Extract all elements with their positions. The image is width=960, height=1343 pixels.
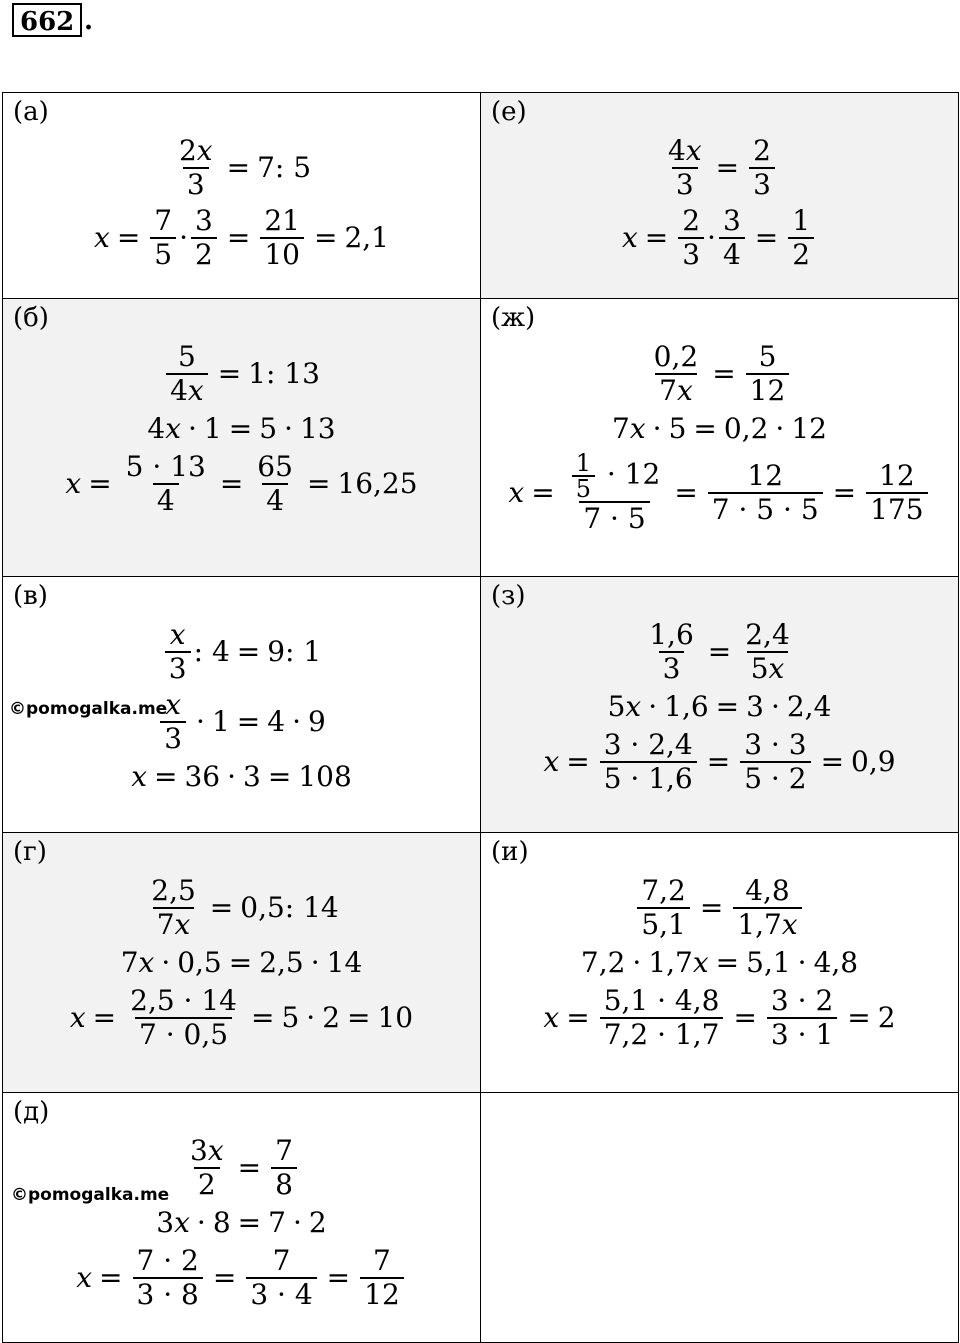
equation-line: $\frac{2,5}{7x}$ = 0,5: 14 (151, 874, 339, 941)
equation-line: x = $\frac{5 \cdot 13}{4}$ = $\frac{65}{4}$ = 16,25 (65, 450, 418, 517)
cell-label: (а) (13, 97, 49, 127)
cell-label: (в) (13, 581, 48, 611)
equation-line: $\frac{0,2}{7x}$ = $\frac{5}{12}$ (647, 341, 793, 407)
cell-e (481, 93, 959, 299)
equation-line: x = $\frac{5,1 \cdot 4,8}{7,2 \cdot 1,7}$ = $\frac{3 \cdot 2}{3 \cdot 1}$ = 2 (543, 984, 896, 1051)
equation-line: $\frac{3x}{2}$ = $\frac{7}{8}$ (183, 1135, 300, 1201)
cell-i (481, 833, 959, 1093)
equation-line: $\frac{x}{3}$ : 4 = 9: 1 (162, 619, 321, 685)
equation-line: x = $\frac{2,5 \cdot 14}{7 \cdot 0,5}$ = 5 · 2 = 10 (69, 984, 414, 1051)
cell-label: (и) (491, 837, 529, 867)
equation-line: x = $\frac{3 \cdot 2,4}{5 \cdot 1,6}$ = $\frac{3 \cdot 3}{5 \cdot 2}$ = 0,9 (543, 728, 896, 795)
equation-line: 5 x · 1,6 = 3 · 2,4 (607, 690, 832, 723)
task-number: 662 (12, 3, 82, 37)
watermark: ©pomogalka.me (9, 699, 168, 719)
cell-b (3, 299, 481, 577)
equation-line: 7,2 · 1,7 x = 5,1 · 4,8 (580, 946, 859, 979)
equation-line: $\frac{4x}{3}$ = $\frac{2}{3}$ (661, 135, 778, 201)
cell-zh (481, 299, 959, 577)
equation-line: $\frac{2x}{3}$ = 7: 5 (178, 134, 312, 201)
cell-v (3, 577, 481, 833)
equation-line: x = $\frac{2}{3}$ · $\frac{3}{4}$ = $\frac{1}{2}$ (622, 205, 817, 271)
equation-line: $\frac{1,6}{3}$ = $\frac{2,4}{5x}$ (649, 618, 790, 685)
cell-z (481, 577, 959, 833)
cell-label: (ж) (491, 303, 536, 333)
cell-label: (з) (491, 581, 526, 611)
equation-line: x = 36 · 3 = 108 (131, 760, 352, 793)
equation-line: x = $\frac{7 \cdot 2}{3 \cdot 8}$ = $\frac{7}{3 \cdot 4}$ = $\frac{7}{12}$ (76, 1245, 407, 1311)
task-number-dot: . (84, 6, 94, 36)
equation-line: 7 x · 5 = 0,2 · 12 (612, 412, 827, 445)
equation-line: x = $\frac{1}{5}$ · 12 7 · 5 = $\frac{12}{7 \cdot 5 \cdot 5}$ = $\frac{12}{175}$ (508, 451, 930, 535)
cell-label: (б) (13, 303, 49, 333)
equation-line: $\frac{5}{4x}$ = 1: 13 (163, 341, 320, 407)
solutions-grid (2, 92, 959, 1343)
cell-label: (е) (491, 97, 527, 127)
equation-line: $\frac{x}{3}$ · 1 = 4 · 9 (157, 689, 326, 755)
equation-line: 3 x · 8 = 7 · 2 (156, 1206, 327, 1239)
equation-line: $\frac{7,2}{5,1}$ = $\frac{4,8}{1,7x}$ (634, 875, 804, 941)
watermark: ©pomogalka.me (11, 1185, 170, 1205)
cell-empty (481, 1093, 959, 1343)
cell-g (3, 833, 481, 1093)
equation-line: x = $\frac{7}{5}$ · $\frac{3}{2}$ = $\frac{21}{10}$ = 2,1 (94, 204, 389, 271)
equation-line: 4 x · 1 = 5 · 13 (147, 412, 336, 445)
cell-d (3, 1093, 481, 1343)
cell-a (3, 93, 481, 299)
cell-label: (г) (13, 837, 47, 867)
equation-line: 7 x · 0,5 = 2,5 · 14 (120, 946, 363, 979)
cell-label: (д) (13, 1097, 50, 1127)
